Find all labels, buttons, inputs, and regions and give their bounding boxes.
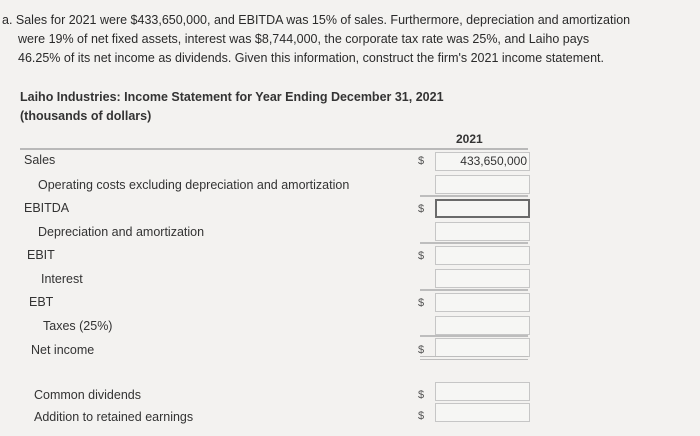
retained-earnings-input[interactable] [435,403,530,422]
row-label-depreciation: Depreciation and amortization [38,225,205,239]
ebit-input[interactable] [435,246,530,265]
currency-symbol: $ [418,344,425,356]
problem-line-3: 46.25% of its net income as dividends. Given this information, construct the firm's 2021 income statement. [18,51,605,65]
row-label-ebit: EBIT [27,248,55,262]
subtotal-underline [420,242,528,244]
interest-input[interactable] [435,269,530,288]
currency-symbol: $ [418,410,425,422]
row-label-operating-costs: Operating costs excluding depreciation and amortization [38,178,350,192]
row-label-taxes: Taxes (25%) [43,319,113,333]
statement-title-line-1: Laiho Industries: Income Statement for Year Ending December 31, 2021 [20,90,444,104]
problem-statement [2,11,692,68]
sales-value: 433,650,000 [435,152,530,171]
currency-symbol: $ [418,389,425,401]
subtotal-underline [420,335,528,337]
problem-line-2: were 19% of net fixed assets, interest was $8,744,000, the corporate tax rate was 25%, and Laiho pays [18,32,590,46]
currency-symbol: $ [418,297,425,309]
row-label-sales: Sales [24,153,56,167]
subtotal-underline [420,195,528,197]
row-label-interest: Interest [41,272,83,286]
row-label-ebitda: EBITDA [24,201,70,215]
operating-costs-input[interactable] [435,175,530,194]
currency-symbol: $ [418,203,425,215]
statement-title [20,88,444,126]
ebitda-input[interactable] [435,199,530,218]
taxes-input[interactable] [435,316,530,335]
ebt-input[interactable] [435,293,530,312]
total-double-underline [420,356,528,360]
row-label-common-dividends: Common dividends [34,388,141,402]
year-column-header: 2021 [456,132,483,146]
row-label-ebt: EBT [29,295,54,309]
currency-symbol: $ [418,155,425,167]
subtotal-underline [420,289,528,291]
net-income-input[interactable] [435,338,530,357]
statement-title-line-2: (thousands of dollars) [20,109,152,123]
row-label-net-income: Net income [31,343,95,357]
common-dividends-input[interactable] [435,382,530,401]
currency-symbol: $ [418,250,425,262]
problem-line-1: a. Sales for 2021 were $433,650,000, and EBITDA was 15% of sales. Furthermore, depreciation and amortization [2,13,631,27]
depreciation-input[interactable] [435,222,530,241]
row-label-retained-earnings: Addition to retained earnings [34,410,194,424]
header-rule [20,148,528,150]
